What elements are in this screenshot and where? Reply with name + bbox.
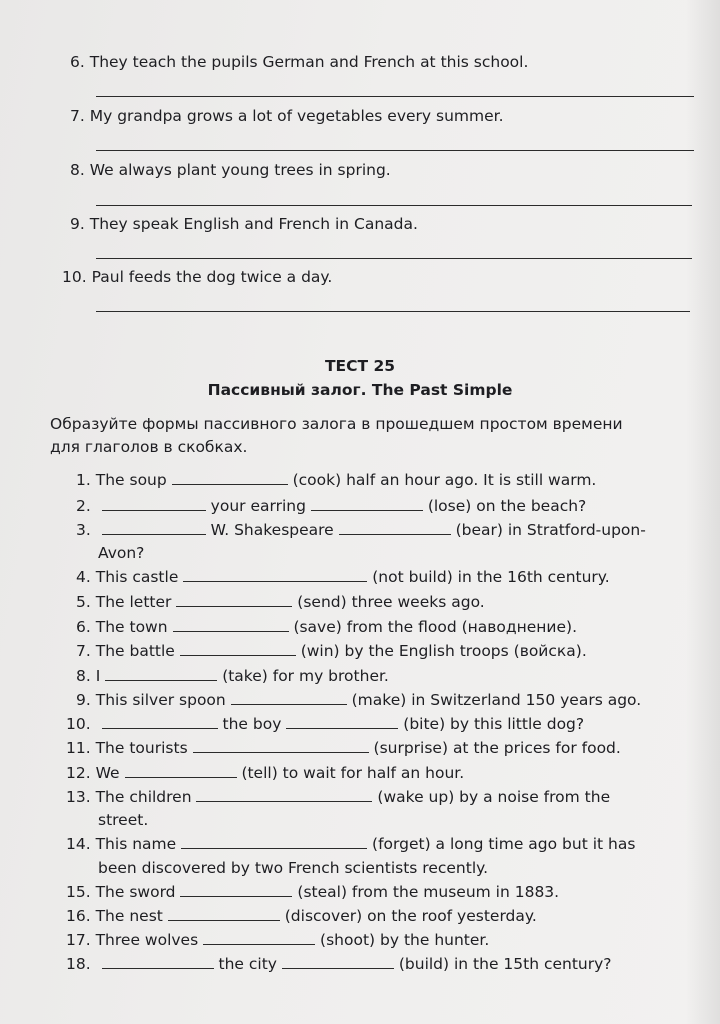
item-number: 6. <box>76 618 91 636</box>
exercise-item <box>76 690 641 710</box>
item-number: 15. <box>66 883 91 901</box>
answer-blank[interactable] <box>102 954 214 969</box>
answer-blank[interactable] <box>339 520 451 535</box>
item-text: (not build) in the 16th century. <box>372 568 610 586</box>
answer-blank[interactable] <box>203 930 315 945</box>
answer-line[interactable] <box>96 258 692 259</box>
item-number: 9. <box>76 691 91 709</box>
item-text: My grandpa grows a lot of vegetables every summer. <box>89 107 504 125</box>
item-subject: This silver spoon <box>95 691 226 709</box>
item-number: 5. <box>76 593 91 611</box>
answer-blank[interactable] <box>176 592 292 607</box>
answer-blank[interactable] <box>168 906 280 921</box>
item-text: (tell) to wait for half an hour. <box>241 764 465 782</box>
answer-line[interactable] <box>96 311 690 312</box>
item-subject: I <box>95 667 101 685</box>
item-text: (lose) on the beach? <box>427 497 587 515</box>
exercise-item <box>66 738 621 758</box>
item-text: (win) by the English troops (войска). <box>300 642 587 660</box>
answer-blank[interactable] <box>196 787 372 802</box>
item-text: (build) in the 15th century? <box>398 955 612 973</box>
item-text: (bear) in Stratford-upon- <box>455 521 646 539</box>
item-number: 9. <box>70 215 85 233</box>
answer-blank[interactable] <box>231 690 347 705</box>
item-text: They speak English and French in Canada. <box>89 215 418 233</box>
item-continuation: Avon? <box>98 544 145 562</box>
item-number: 7. <box>76 642 91 660</box>
answer-blank[interactable] <box>102 520 206 535</box>
test-subtitle: Пассивный залог. The Past Simple <box>207 381 513 399</box>
item-text: (shoot) by the hunter. <box>320 931 490 949</box>
item-number: 10. <box>66 715 91 733</box>
exercise-item <box>76 592 485 612</box>
answer-blank[interactable] <box>102 714 218 729</box>
answer-blank[interactable] <box>125 763 237 778</box>
instruction-line-2: для глаголов в скобках. <box>50 438 248 456</box>
exercise-item <box>66 954 612 974</box>
item-number: 4. <box>76 568 91 586</box>
answer-blank[interactable] <box>311 496 423 511</box>
instruction-line-1: Образуйте формы пассивного залога в прошедшем простом времени <box>50 415 623 433</box>
item-number: 12. <box>66 764 91 782</box>
exercise-item <box>66 714 584 734</box>
answer-blank[interactable] <box>282 954 394 969</box>
item-subject: Three wolves <box>95 931 199 949</box>
rewrite-item <box>62 267 332 287</box>
item-text: (take) for my brother. <box>222 667 389 685</box>
rewrite-item <box>70 52 528 72</box>
answer-blank[interactable] <box>172 470 288 485</box>
exercise-item <box>76 617 577 637</box>
exercise-item <box>76 567 610 587</box>
exercise-item <box>76 520 646 540</box>
exercise-item <box>76 666 389 686</box>
exercise-item <box>76 470 596 490</box>
item-subject: The children <box>95 788 192 806</box>
item-number: 6. <box>70 53 85 71</box>
item-text: Paul feeds the dog twice a day. <box>91 268 333 286</box>
item-number: 8. <box>76 667 91 685</box>
test-title: ТЕСТ 25 <box>324 357 396 375</box>
item-number: 16. <box>66 907 91 925</box>
item-text: (save) from the flood (наводнение). <box>293 618 578 636</box>
answer-blank[interactable] <box>193 738 369 753</box>
answer-blank[interactable] <box>183 567 367 582</box>
item-subject: The letter <box>95 593 172 611</box>
answer-blank[interactable] <box>102 496 206 511</box>
item-text: (discover) on the roof yesterday. <box>284 907 537 925</box>
exercise-item <box>66 882 559 902</box>
item-continuation: street. <box>98 811 149 829</box>
item-subject: The soup <box>95 471 167 489</box>
answer-blank[interactable] <box>181 834 367 849</box>
answer-blank[interactable] <box>286 714 398 729</box>
item-subject: We <box>95 764 120 782</box>
item-text: They teach the pupils German and French at this school. <box>89 53 529 71</box>
exercise-item <box>76 641 587 661</box>
exercise-item <box>66 763 464 783</box>
item-subject: The tourists <box>95 739 188 757</box>
rewrite-item <box>70 214 418 234</box>
item-number: 1. <box>76 471 91 489</box>
exercise-item <box>66 906 537 926</box>
page-edge-shadow <box>686 0 720 1024</box>
item-number: 3. <box>76 521 91 539</box>
answer-line[interactable] <box>96 205 692 206</box>
item-text: (steal) from the museum in 1883. <box>297 883 560 901</box>
item-subject: The nest <box>95 907 163 925</box>
item-subject: the city <box>218 955 277 973</box>
item-text: (make) in Switzerland 150 years ago. <box>351 691 642 709</box>
exercise-item <box>66 930 489 950</box>
item-subject: The sword <box>95 883 176 901</box>
item-text: (cook) half an hour ago. It is still warm. <box>292 471 597 489</box>
item-number: 7. <box>70 107 85 125</box>
item-continuation: been discovered by two French scientists recently. <box>98 859 489 877</box>
rewrite-item <box>70 160 391 180</box>
answer-line[interactable] <box>96 96 694 97</box>
item-text: (forget) a long time ago but it has <box>372 835 636 853</box>
item-subject: The battle <box>95 642 175 660</box>
answer-blank[interactable] <box>105 666 217 681</box>
item-subject: W. Shakespeare <box>210 521 334 539</box>
item-text: (bite) by this little dog? <box>403 715 585 733</box>
answer-blank[interactable] <box>180 641 296 656</box>
item-subject: your earring <box>210 497 306 515</box>
item-number: 2. <box>76 497 91 515</box>
item-number: 17. <box>66 931 91 949</box>
exercise-item <box>66 834 635 854</box>
item-subject: the boy <box>222 715 282 733</box>
answer-line[interactable] <box>96 150 694 151</box>
item-subject: This name <box>95 835 177 853</box>
exercise-item <box>66 787 610 807</box>
item-number: 11. <box>66 739 91 757</box>
item-number: 18. <box>66 955 91 973</box>
item-text: (surprise) at the prices for food. <box>373 739 621 757</box>
answer-blank[interactable] <box>180 882 292 897</box>
item-number: 13. <box>66 788 91 806</box>
item-subject: The town <box>95 618 168 636</box>
item-text: (wake up) by a noise from the <box>377 788 611 806</box>
item-text: (send) three weeks ago. <box>297 593 485 611</box>
item-number: 10. <box>62 268 87 286</box>
item-number: 8. <box>70 161 85 179</box>
answer-blank[interactable] <box>173 617 289 632</box>
rewrite-item <box>70 106 504 126</box>
exercise-item <box>76 496 586 516</box>
item-subject: This castle <box>95 568 179 586</box>
item-text: We always plant young trees in spring. <box>89 161 391 179</box>
item-number: 14. <box>66 835 91 853</box>
